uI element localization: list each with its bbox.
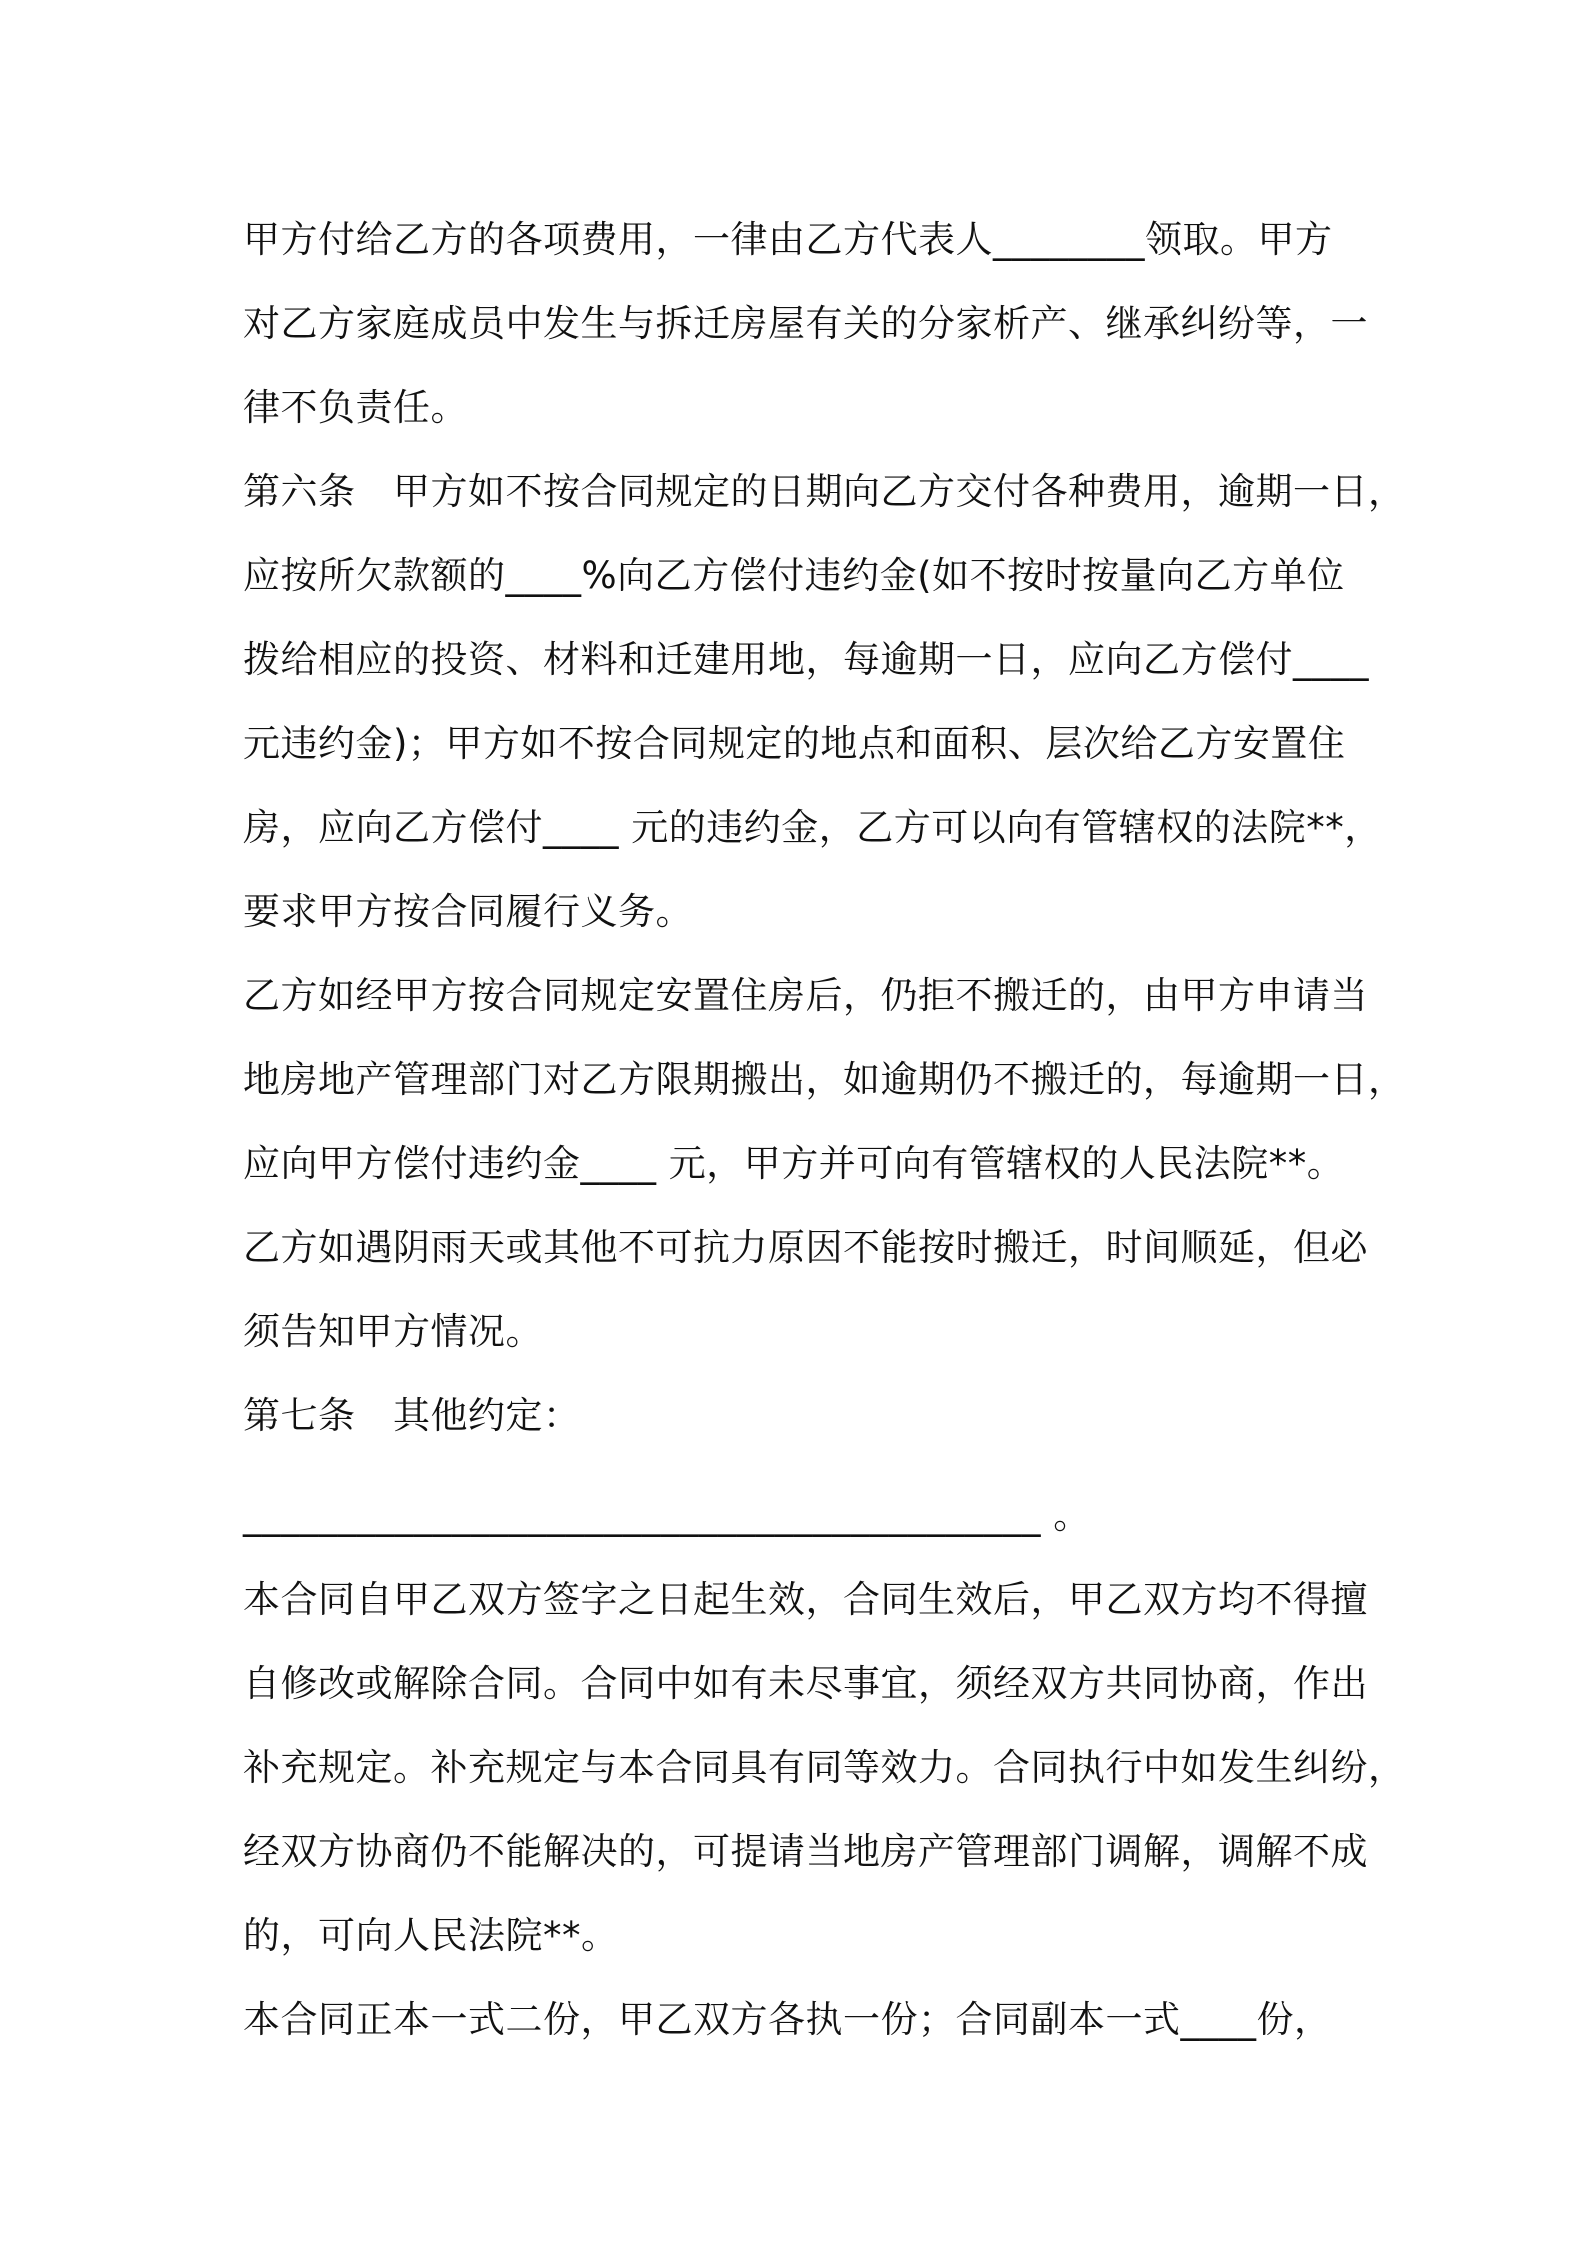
text-line: 乙方如遇阴雨天或其他不可抗力原因不能按时搬迁，时间顺延，但必 [243,1226,1368,1269]
text-line: 对乙方家庭成员中发生与拆迁房屋有关的分家析产、继承纠纷等，一 [243,302,1368,345]
text-line: 元违约金)；甲方如不按合同规定的地点和面积、层次给乙方安置住 [243,722,1346,765]
text-line: 要求甲方按合同履行义务。 [243,890,693,933]
text-line: 房，应向乙方偿付____ 元的违约金，乙方可以向有管辖权的法院**， [243,806,1382,849]
text-line: 乙方如经甲方按合同规定安置住房后，仍拒不搬迁的，由甲方申请当 [243,974,1368,1017]
text-line: 须告知甲方情况。 [243,1310,543,1353]
article-heading: 第六条 甲方如不按合同规定的日期向乙方交付各种费用，逾期一日， [243,470,1406,513]
text-line: 本合同正本一式二份，甲乙双方各执一份；合同副本一式____份， [243,1998,1332,2041]
text-line: 补充规定。补充规定与本合同具有同等效力。合同执行中如发生纠纷， [243,1746,1406,1789]
document-body [243,198,1406,2062]
article-heading: 第七条 其他约定： [243,1394,581,1437]
text-line: 应向甲方偿付违约金____ 元，甲方并可向有管辖权的人民法院**。 [243,1142,1345,1185]
text-line: 自修改或解除合同。合同中如有未尽事宜，须经双方共同协商，作出 [243,1662,1368,1705]
blank-fill-line: __________________________________________ 。 [243,1494,1091,1537]
text-line: 地房地产管理部门对乙方限期搬出，如逾期仍不搬迁的，每逾期一日， [243,1058,1406,1101]
text-line: 拨给相应的投资、材料和迁建用地，每逾期一日，应向乙方偿付____ [243,638,1369,681]
text-line: 经双方协商仍不能解决的，可提请当地房产管理部门调解，调解不成 [243,1830,1368,1873]
text-line: 应按所欠款额的____%向乙方偿付违约金(如不按时按量向乙方单位 [243,554,1345,597]
text-line: 甲方付给乙方的各项费用，一律由乙方代表人________领取。甲方 [243,218,1333,261]
text-line: 律不负责任。 [243,386,468,429]
text-line: 本合同自甲乙双方签字之日起生效，合同生效后，甲乙双方均不得擅 [243,1578,1368,1621]
text-line: 的，可向人民法院**。 [243,1914,619,1957]
